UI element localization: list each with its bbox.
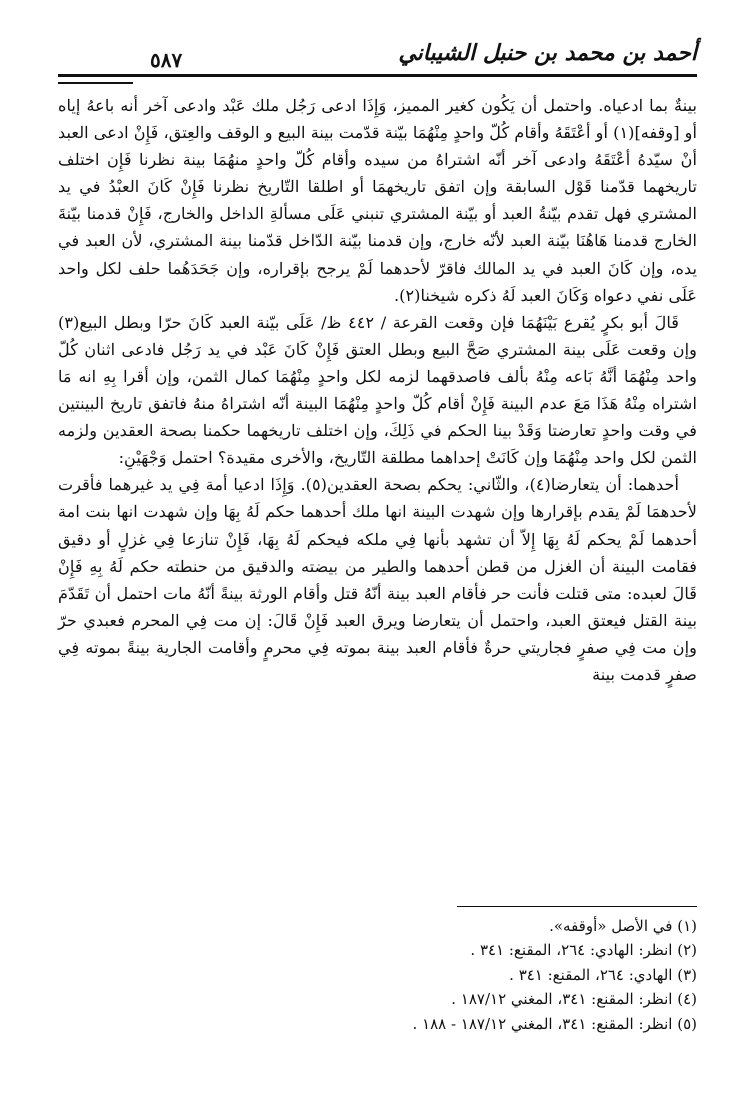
footnote-rule — [457, 906, 697, 907]
footnote-1: (١) في الأصل «أوقفه». — [549, 917, 697, 935]
paragraph-1: بينةٌ بما ادعياه. واحتمل أن يَكُون كغير المميز، وَإِذَا ادعى رَجُل ملك عَبْد وادعى آخر أنه باعهُ إياه أو [وقفه](١) أو أعْتَقَهُ وأقام كُلّ واحدٍ مِنْهُمَا بيّنة قدّمت بينة البيع و الوقف والعِتق، فَإِنْ ادعى العبد أنْ سيّدهُ أعْتَقَهُ وادعى آخر أنّه اشتراهُ من سيده وأقام كُلّ واحدٍ منهُمَا بينة نظرنا فَإِن اختلف تاريخهما قدّمنا قَوْل السابقة وإن اتفق تاريخهمَا أو اطلقا التّاريخ نظرنا فَإِنْ كَانَ العبْدُ في يد المشتري فهل تقدم بيّنةُ العبد أو بيّنة المشتري تنبني عَلَى مسألةِ الداخل والخارج، فَإِنْ قدمنا بيّنةَ الخارج قدمنا هَاهُنَا بيّنة العبد لأنّه خارج، وإن قدمنا بيّنة الدّاخل قدّمنا بينة المشتري، لأن العبد في يده، وإن كَانَ العبد في يد المالك فاقرّ لأحدهما لَمْ يرجح بإقراره، وإن جَحَدَهُما حلف لكل واحد عَلَى نفي دعواه وَكَانَ العبد لَهُ ذكره شيخنا(٢). — [58, 96, 697, 305]
header-rule — [58, 74, 697, 77]
footnote-5: (٥) انظر: المقنع: ٣٤١، المغني ١٨٧/١٢ - ١٨٨ . — [412, 1014, 697, 1033]
header-title: أحمد بن محمد بن حنبل الشيباني — [398, 40, 697, 66]
footnotes-list — [58, 914, 697, 1036]
footnote-2: (٢) انظر: الهادي: ٢٦٤، المقنع: ٣٤١ . — [470, 941, 697, 960]
running-header — [58, 30, 697, 80]
header-rule-short — [58, 82, 133, 84]
page-number: ٥٨٧ — [150, 48, 183, 72]
footnote-3: (٣) الهادي: ٢٦٤، المقنع: ٣٤١ . — [509, 965, 697, 984]
footnote-4: (٤) انظر: المقنع: ٣٤١، المغني ١٨٧/١٢ . — [451, 990, 697, 1009]
paragraph-3: أحدهما: أن يتعارضا(٤)، والثّاني: يحكم بصحة العقدين(٥). وَإِذَا ادعيا أمة فِي يد غيرهما فأقرت لأحدهمَا لَمْ يقدم بإقرارها وإن شهدت البينة انها ملك أحدهما حكم لَهُ بِهَا وإن شهدت انها بنت امة أحدهما لَمْ يحكم لَهُ بِهَا إِلاّ أن تشهد بأنها فِي ملكه فيحكم لَهُ بِهَا، فَإِنْ تنازعا فِي غزلٍ أو دقيق فقامت البينة أن الغزل من قطن أحدهما والطير من بيضته والدقيق من حنطته حكم لَهُ بِهِ فَإِنْ قَالَ لعبده: متى قتلت فأنت حر فأقام العبد بينة أنّهُ قتل وأقام الورثة بينةً أنّهُ مات احتمل أن تَقَدّمَ بينة القتل فيعتق العبد، واحتمل أن يتعارضا ويرق العبد فَإِنْ قَالَ: إن مت فِي المحرم فعبدي حرّ وإن مت فِي صفرٍ فجاريتي حرةٌ فأقام العبد بينة بموته فِي محرمٍ وأقامت الجارية بينةً بموته فِي صفرٍ قدمت بينة — [58, 475, 697, 684]
main-text — [58, 92, 697, 688]
paragraph-2: قَالَ أبو بكرٍ يُقرع بَيْنَهُمَا فإن وقعت القرعة / ٤٤٢ ظ/ عَلَى بيّنة العبد كَانَ حرّا وبطل البيع(٣) وإن وقعت عَلَى بينة المشتري صَحَّ البيع وبطل العتق فَإِنْ كَانَ عَبْد في يد رَجُل فادعى اثنان كُلّ واحد مِنْهُمَا أنَّهُ بَاعه مِنْهُ بألف فاصدقهما لزمه لكل واحدٍ مِنْهُمَا كمال الثمن، وإن أقرا بِهِ انه مَا اشتراه مِنْهُ هَذَا مَعَ عدم البينة فَإِنْ أقام كُلّ واحدٍ مِنْهُمَا البينة أنّه اشتراهُ منهُ فاتفق تاريخ البينتين في وقت واحدٍ تعارضتا وَقَدْ بينا الحكم في ذَلِكَ، وإن اختلف تاريخهما حكمنا بصحة العقدين ولزمه الثمن لكل واحد مِنْهُمَا وإن كَانَتْ إحداهما مطلقة التّاريخ، والأخرى مقيدة؟ احتمل وَجْهَيْنِ: — [58, 312, 697, 468]
